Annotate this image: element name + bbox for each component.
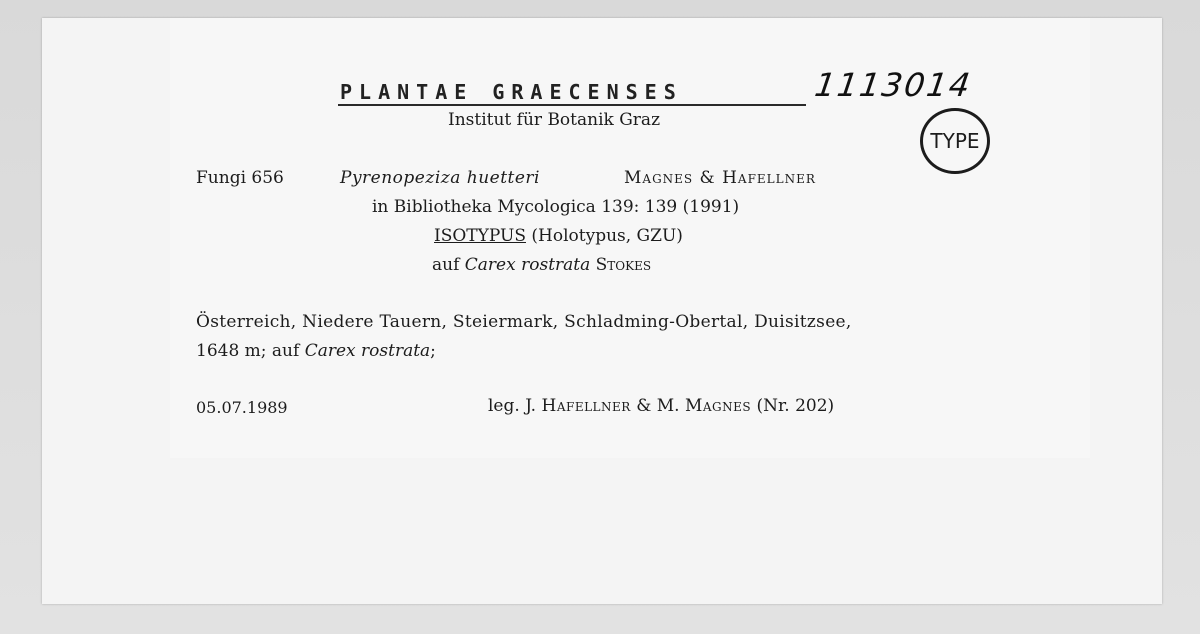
locality-species: Carex rostrata [304,341,431,361]
header-title: PLANTAE GRAECENSES [340,80,683,104]
collector-line [488,396,834,416]
host-author: Stokes [590,255,652,275]
header-underline [338,104,806,106]
collector-prefix: leg. J. [488,396,542,416]
species-name: Pyrenopeziza huetteri [340,168,540,188]
handwritten-catalog-number: 1113014 [812,66,975,104]
type-status-line [434,226,683,246]
host-species: Carex rostrata [464,255,591,275]
collector-name-1: Hafellner [541,396,631,416]
collection-date: 05.07.1989 [196,398,288,417]
locality-suffix: ; [430,341,436,361]
institute-name: Institut für Botanik Graz [448,110,661,130]
locality-line-2 [196,341,436,361]
type-status: ISOTYPUS [434,226,526,246]
collector-name-2: Magnes [684,396,752,416]
publication-reference: in Bibliotheka Mycologica 139: 139 (1991) [372,197,740,217]
species-authors: Magnes & Hafellner [624,168,816,188]
collector-mid: & M. [630,396,685,416]
host-prefix: auf [432,255,465,275]
locality-line-1: Österreich, Niedere Tauern, Steiermark, Schladming-Obertal, Duisitzsee, [196,312,852,332]
fungi-number: Fungi 656 [196,168,284,188]
type-note: (Holotypus, GZU) [525,226,683,246]
locality-prefix: 1648 m; auf [196,341,305,361]
host-line [432,255,651,275]
type-stamp: TYPE [920,108,990,174]
collector-number: (Nr. 202) [751,396,835,416]
